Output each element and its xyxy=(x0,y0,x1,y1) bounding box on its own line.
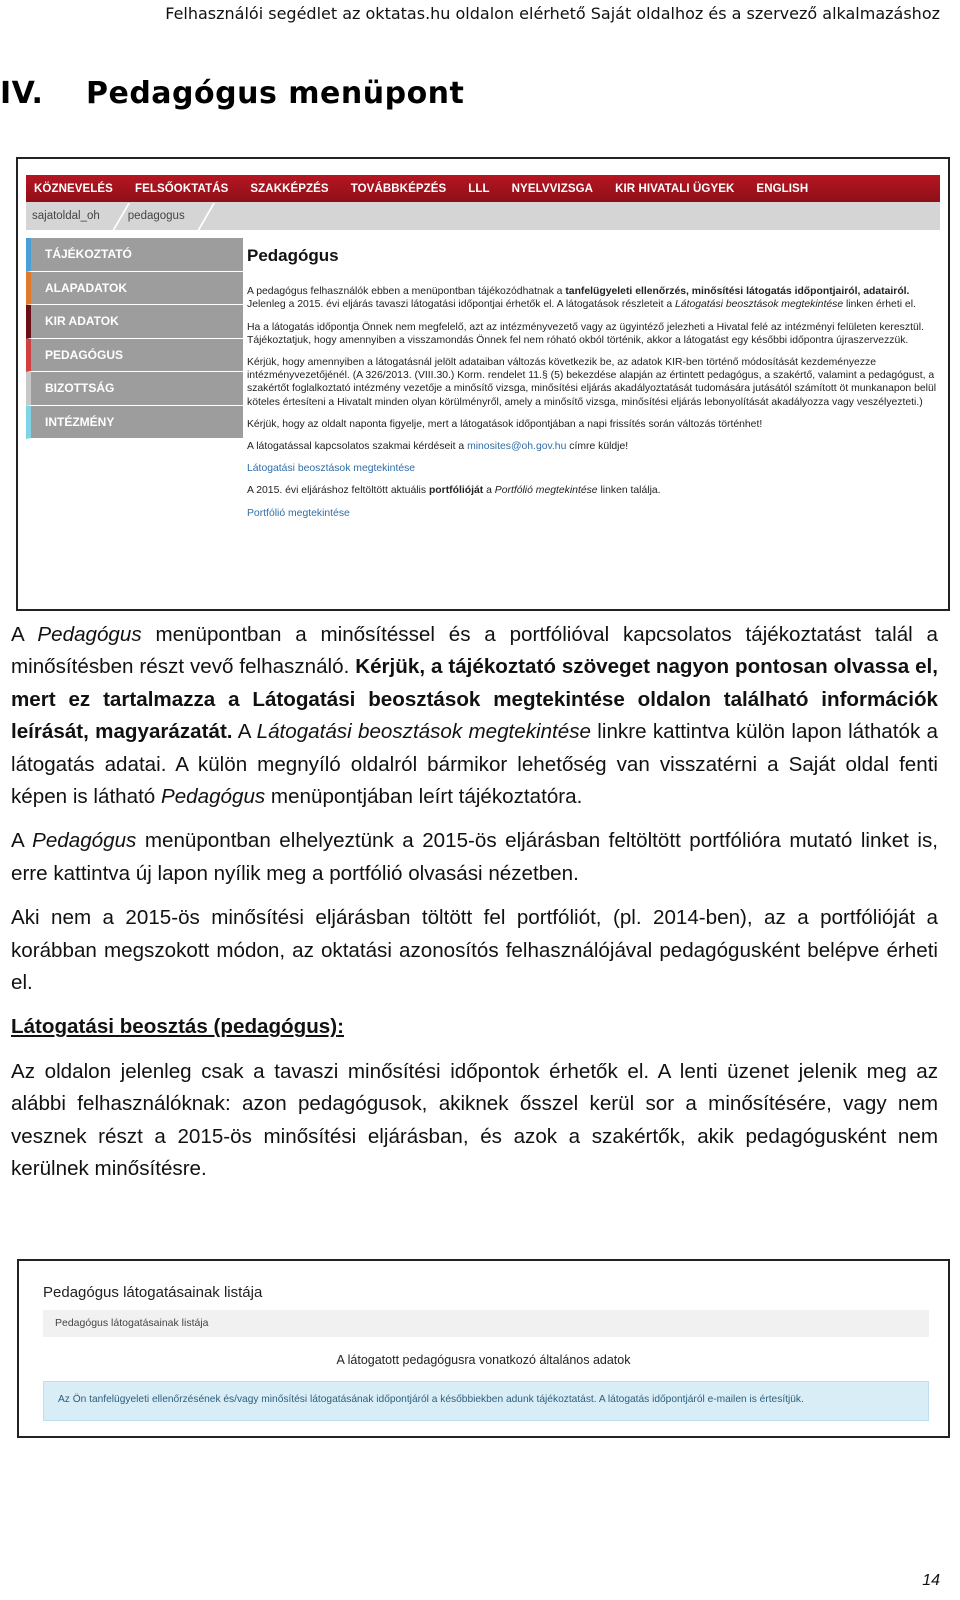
text-span: Jelenleg a 2015. évi eljárás tavaszi látogatási időpontjai érhetők el. A látogatások részleteit a xyxy=(247,299,676,311)
running-header: Felhasználói segédlet az oktatas.hu oldalon elérhető Saját oldalhoz és a szervező alkalmazáshoz xyxy=(165,4,940,23)
text-span: linkre kattintva külön lapon láthatók a látogatás adatai. A külön megnyíló oldalról bármikor lehetőség van visszatérni a Saját oldal fenti képen is látható xyxy=(11,720,939,809)
list-section-title: A látogatott pedagógusra vonatkozó általános adatok xyxy=(336,1353,631,1367)
body-paragraph-3: Aki nem a 2015-ös minősítési eljárásban töltött fel portfóliót, (pl. 2014-ben), az a portfólióját a korábban megszokott módon, az oktatási azonosítós felhasználójával pedagógusként belépve érheti el. xyxy=(11,906,938,995)
top-navigation xyxy=(26,175,940,202)
content-paragraph-5 xyxy=(247,440,937,453)
content-paragraph-2: Ha a látogatás időpontja Önnek nem megfelelő, azt az intézményvezető vagy az ügyintéző jelezheti a Hivatal felé az intézményi felületen keresztül. Tájékoztatjuk, hogy amennyiben a visszamondás Önnek fel nem róható okból történik, akkor a látogatást egy későbbi időpontra újraszervezzük. xyxy=(247,321,924,346)
text-span: címre küldje! xyxy=(566,441,629,453)
breadcrumb-item-pedagogus[interactable]: pedagogus xyxy=(127,210,185,222)
section-heading-text: Látogatási beosztás (pedagógus) xyxy=(11,1015,338,1039)
chapter-title xyxy=(0,76,464,111)
text-bold: Kérjük, a tájékoztató szöveget nagyon pontosan olvassa el, mert ez tartalmazza a Látogatási beosztások megtekintése oldalon található információk leírását, magyarázatát. xyxy=(11,655,938,744)
nav-item-english[interactable]: ENGLISH xyxy=(756,182,809,195)
text-italic: Pedagógus xyxy=(32,829,137,853)
text-span: A 2015. évi eljáráshoz feltöltött aktuális xyxy=(247,485,429,497)
latogatasi-beosztasok-link[interactable]: Látogatási beosztások megtekintése xyxy=(247,463,416,475)
text-bold: portfólióját xyxy=(428,485,484,497)
text-italic: Pedagógus xyxy=(37,623,142,646)
side-menu xyxy=(26,238,243,439)
text-italic: Látogatási beosztások megtekintése xyxy=(675,299,844,311)
body-text xyxy=(11,619,938,1198)
side-item-kir-adatok[interactable]: KIR ADATOK xyxy=(26,305,243,339)
screenshot-pedagogus-page xyxy=(16,157,950,611)
chapter-title-text: Pedagógus menüpont xyxy=(86,76,465,111)
screenshot-latogatasok-lista xyxy=(17,1259,950,1438)
email-link[interactable]: minosites@oh.gov.hu xyxy=(467,441,567,453)
text-italic: Látogatási beosztások megtekintése xyxy=(256,720,591,744)
text-span: menüpontban a minősítéssel és a portfólióval kapcsolatos tájékoztatást talál a minősítésben részt vevő felhasználó. xyxy=(11,623,938,679)
text-bold: tanfelügyeleti ellenőrzés, minősítési látogatás időpontjairól, adatairól. xyxy=(565,286,910,298)
text-span: A xyxy=(11,829,33,853)
info-message: Az Ön tanfelügyeleti ellenőrzésének és/vagy minősítési látogatásának időpontjáról a későbbiekben adunk tájékoztatást. A látogatás időpontjáról e-mailen is értesítjük. xyxy=(43,1381,929,1421)
nav-item-koznevel[interactable]: KÖZNEVELÉS xyxy=(34,182,113,195)
text-span: menüpontban elhelyeztünk a 2015-ös eljárásban feltöltött portfólióra mutató linket is, erre kattintva új lapon nyílik meg a portfólió olvasási nézetben. xyxy=(11,829,939,885)
list-page-title: Pedagógus látogatásainak listája xyxy=(43,1284,263,1301)
breadcrumb xyxy=(26,202,940,230)
body-paragraph-1 xyxy=(11,619,938,813)
section-heading xyxy=(11,1011,938,1043)
text-span: linken érheti el. xyxy=(843,299,916,311)
breadcrumb-item-sajatoldal[interactable]: sajatoldal_oh xyxy=(32,210,100,222)
portfolio-link[interactable]: Portfólió megtekintése xyxy=(247,507,350,519)
pedagogus-content xyxy=(247,246,937,529)
body-paragraph-2 xyxy=(11,825,938,890)
nav-item-felsooktatas[interactable]: FELSŐOKTATÁS xyxy=(134,182,229,195)
text-span: A xyxy=(11,623,38,646)
text-span: linken találja. xyxy=(597,485,661,497)
text-span: A pedagógus felhasználók ebben a menüpontban tájékozódhatnak a xyxy=(247,286,566,298)
chapter-number: IV. xyxy=(0,76,44,111)
nav-item-szakkepzes[interactable]: SZAKKÉPZÉS xyxy=(250,182,329,195)
side-item-alapadatok[interactable]: ALAPADATOK xyxy=(26,272,243,306)
side-item-bizottsag[interactable]: BIZOTTSÁG xyxy=(26,372,243,406)
text-span: A látogatással kapcsolatos szakmai kérdéseit a xyxy=(247,441,468,453)
nav-item-lll[interactable]: LLL xyxy=(468,182,490,195)
text-italic: Portfólió megtekintése xyxy=(494,485,598,497)
text-span: A xyxy=(232,720,257,744)
side-item-pedagogus[interactable]: PEDAGÓGUS xyxy=(26,339,243,373)
content-paragraph-3: Kérjük, hogy amennyiben a látogatásnál jelölt adataiban változás következik be, az adatok KIR-ben történő módosítását kezdeményezze intézményvezetőjénél. (A 326/2013. (VIII.30.) Korm. rendelet 11.§ (5) bekezdése alapján az értintett pedagógus, a szakértő, valamint a pedagógust, a szakértőt foglalkoztató intézmény vezetője a minősítő vizsga, minősítési eljárás akadályoztatását tudomására jutásától számított öt munkanapon belül köteles értesíteni a Hivatalt minden olyan körülményről, amely a minősítő vizsga, minősítési eljárás lebonyolítását akadályozza vagy veszélyezteti.) xyxy=(247,357,937,408)
nav-item-nyelvvizsga[interactable]: NYELVVIZSGA xyxy=(511,182,594,195)
section-heading-colon: : xyxy=(337,1015,344,1039)
content-heading: Pedagógus xyxy=(247,246,339,265)
side-item-intezmeny[interactable]: INTÉZMÉNY xyxy=(26,406,243,440)
body-paragraph-4: Az oldalon jelenleg csak a tavaszi minősítési időpontok érhetők el. A lenti üzenet jelenik meg az alábbi felhasználóknak: azon pedagógusok, akiknek ősszel kerül sor a minősítésére, vagy nem vesznek részt a 2015-ös minősítési eljárásban, és azok a szakértők, akik pedagógusként nem kerülnek minősítésre. xyxy=(11,1059,938,1181)
nav-item-tovabbkepzes[interactable]: TOVÁBBKÉPZÉS xyxy=(350,182,447,195)
text-span: menüpontjában leírt tájékoztatóra. xyxy=(265,785,583,809)
list-breadcrumb[interactable]: Pedagógus látogatásainak listája xyxy=(43,1310,929,1337)
page-number: 14 xyxy=(922,1572,940,1589)
content-paragraph-4: Kérjük, hogy az oldalt naponta figyelje, mert a látogatások időpontjában a napi frissítés során változás történhet! xyxy=(247,418,763,430)
content-paragraph-1 xyxy=(247,285,937,311)
side-item-tajekoztato[interactable]: TÁJÉKOZTATÓ xyxy=(26,238,243,272)
text-span: a xyxy=(483,485,495,497)
text-italic: Pedagógus xyxy=(160,785,266,809)
content-paragraph-6 xyxy=(247,484,937,497)
nav-item-kir-hivatali[interactable]: KIR HIVATALI ÜGYEK xyxy=(615,182,735,195)
